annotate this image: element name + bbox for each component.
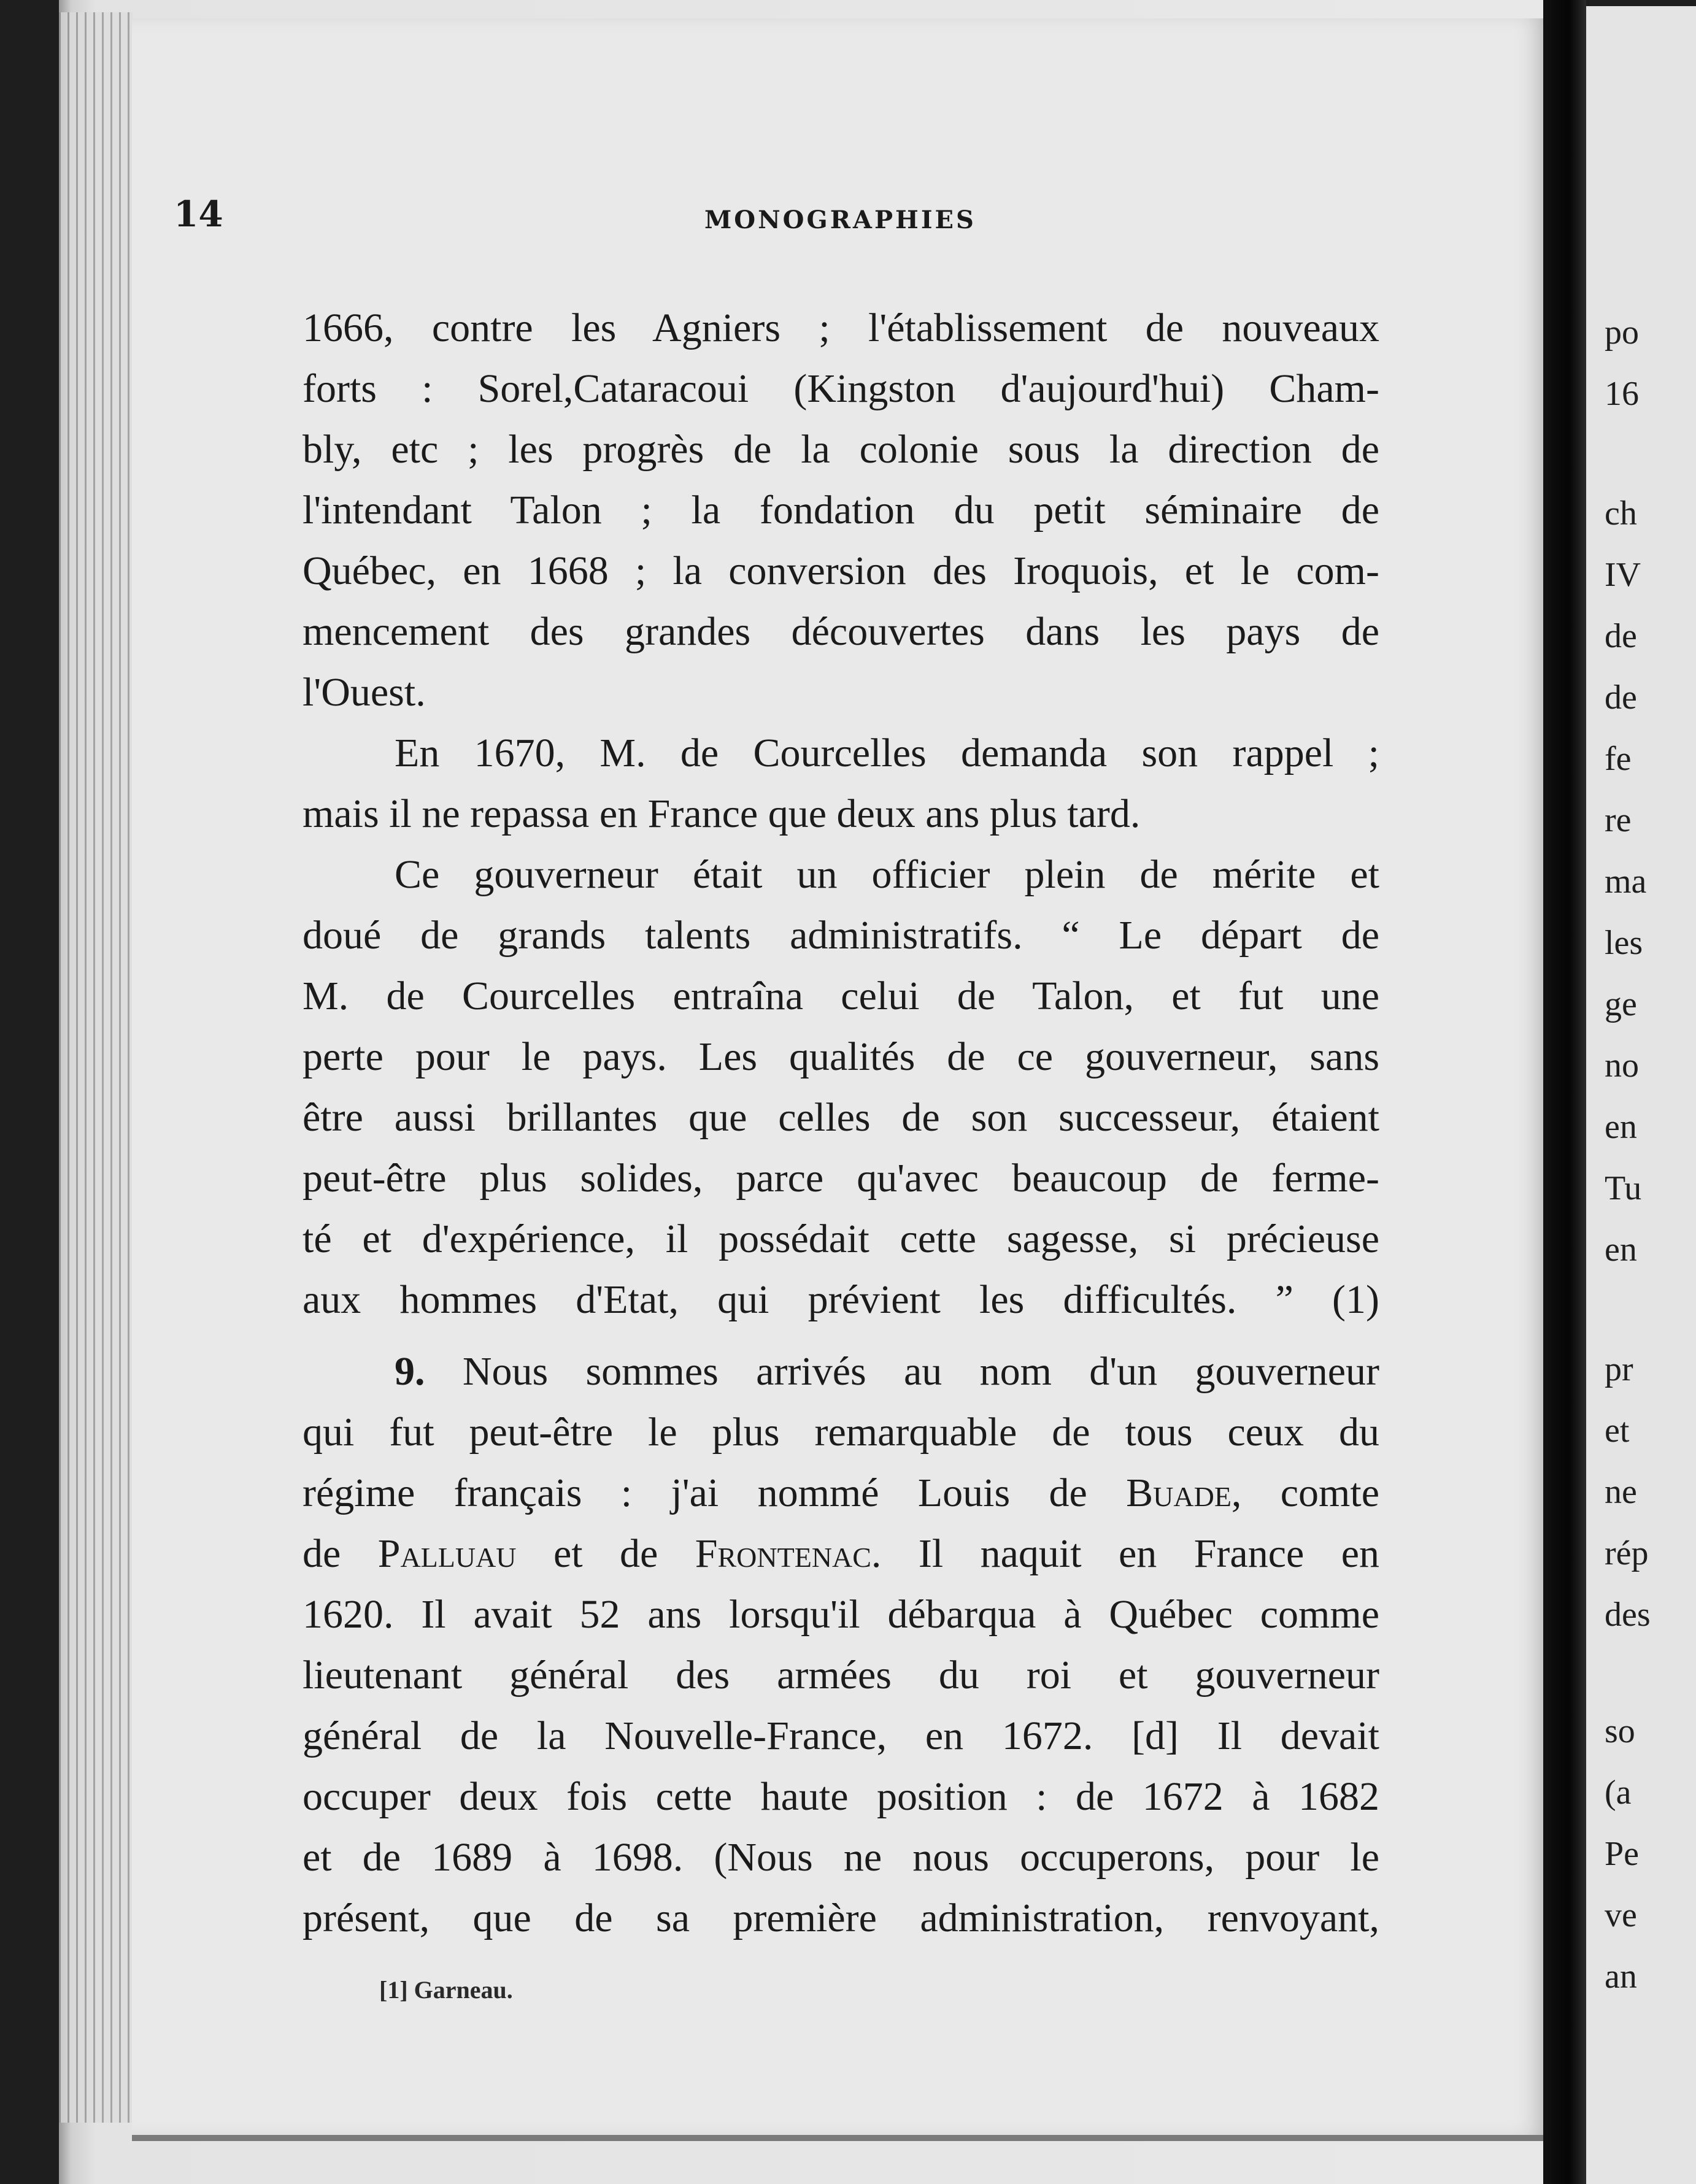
facing-page-fragment: ne [1605, 1473, 1637, 1511]
text-line: mais il ne repassa en France que deux ans plus tard. [303, 791, 1141, 836]
person-name: Buade [1126, 1471, 1232, 1515]
text-line: l'Ouest. [303, 670, 426, 715]
facing-page-fragment: (a [1605, 1774, 1632, 1812]
text-line: perte pour le pays. Les qualités de ce gouverneur, sans [303, 1034, 1379, 1079]
text-line: et de 1689 à 1698. (Nous ne nous occuperons, pour le [303, 1835, 1379, 1880]
facing-page-fragment: ve [1605, 1896, 1637, 1934]
facing-page-fragment: pr [1605, 1350, 1633, 1388]
text-line [303, 1463, 1379, 1523]
text-line: mencement des grandes découvertes dans les pays de [303, 609, 1379, 654]
paragraph-3 [303, 844, 1379, 1330]
facing-page-fragment: de [1605, 617, 1637, 655]
running-head: MONOGRAPHIES [704, 206, 976, 234]
text-line: Québec, en 1668 ; la conversion des Iroquois, et le com- [303, 548, 1379, 593]
text-line: présent, que de sa première administration, renvoyant, [303, 1896, 1379, 1940]
text-line: bly, etc ; les progrès de la colonie sous la direction de [303, 427, 1379, 472]
facing-page-fragment: de [1605, 679, 1637, 717]
text-span: et de [553, 1531, 658, 1576]
text-line: être aussi brillantes que celles de son successeur, étaient [303, 1095, 1379, 1140]
facing-page-fragment: Tu [1605, 1169, 1642, 1207]
text-line: 1666, contre les Agniers ; l'établissement de nouveaux [303, 306, 1379, 350]
page-edges [59, 12, 133, 2123]
facing-page-fragment: ch [1605, 494, 1637, 533]
text-line: lieutenant général des armées du roi et gouverneur [303, 1653, 1379, 1698]
text-line: En 1670, M. de Courcelles demanda son rappel ; [395, 731, 1379, 775]
text-span: régime français : j'ai nommé Louis de [303, 1471, 1087, 1515]
page-number: 14 [174, 193, 223, 235]
text-line: qui fut peut-être le plus remarquable de tous ceux du [303, 1410, 1379, 1455]
facing-page-fragment: les [1605, 924, 1643, 962]
facing-page-fragment: IV [1605, 556, 1641, 594]
place-name: Frontenac [695, 1531, 871, 1576]
facing-page-fragment: ma [1605, 863, 1647, 901]
text-line: aux hommes d'Etat, qui prévient les difficultés. ” (1) [303, 1277, 1379, 1322]
facing-page-fragment: rép [1605, 1534, 1649, 1572]
text-line: l'intendant Talon ; la fondation du petit séminaire de [303, 488, 1379, 533]
text-line: général de la Nouvelle-France, en 1672. [d] Il devait [303, 1713, 1379, 1758]
text-span: . Il naquit en France en [871, 1531, 1380, 1576]
facing-page-fragment: fe [1605, 740, 1632, 778]
footnote: [1] Garneau. [379, 1976, 513, 2004]
text-line: peut-être plus solides, parce qu'avec beaucoup de ferme- [303, 1156, 1379, 1201]
facing-page-fragment: an [1605, 1958, 1637, 1996]
text-line: 1620. Il avait 52 ans lorsqu'il débarqua à Québec comme [303, 1592, 1379, 1637]
body-text [303, 298, 1379, 1948]
facing-page-fragment: so [1605, 1712, 1635, 1750]
text-span: Nous sommes arrivés au nom d'un gouverneur [462, 1349, 1379, 1394]
facing-page-fragment: en [1605, 1231, 1637, 1269]
paragraph-2 [303, 723, 1379, 844]
text-span: de [303, 1531, 341, 1576]
facing-page-fragment: re [1605, 801, 1632, 839]
facing-page-fragment: des [1605, 1596, 1651, 1634]
facing-page-fragment: 16 [1605, 375, 1639, 413]
text-line: té et d'expérience, il possédait cette sagesse, si précieuse [303, 1217, 1379, 1261]
book-gutter [1543, 0, 1586, 2184]
place-name: Palluau [377, 1531, 517, 1576]
text-line: doué de grands talents administratifs. “ Le départ de [303, 913, 1379, 958]
section-number: 9. [395, 1349, 425, 1394]
facing-page-fragment: no [1605, 1047, 1639, 1085]
facing-page-fragment: po [1605, 313, 1639, 352]
text-line [303, 1341, 1379, 1402]
text-span: , comte [1231, 1471, 1380, 1515]
facing-page-fragment: et [1605, 1412, 1630, 1450]
text-line: occuper deux fois cette haute position : de 1672 à 1682 [303, 1774, 1379, 1819]
facing-page-fragment: ge [1605, 985, 1637, 1023]
facing-page-fragment: Pe [1605, 1835, 1639, 1873]
text-line [303, 1523, 1379, 1584]
facing-page [1586, 6, 1696, 2184]
text-line: forts : Sorel,Cataracoui (Kingston d'aujourd'hui) Cham- [303, 366, 1379, 411]
text-line: M. de Courcelles entraîna celui de Talon, et fut une [303, 974, 1379, 1018]
paragraph-1 [303, 298, 1379, 723]
facing-page-fragment: en [1605, 1108, 1637, 1146]
text-line: Ce gouverneur était un officier plein de mérite et [395, 852, 1379, 897]
paragraph-4 [303, 1341, 1379, 1948]
